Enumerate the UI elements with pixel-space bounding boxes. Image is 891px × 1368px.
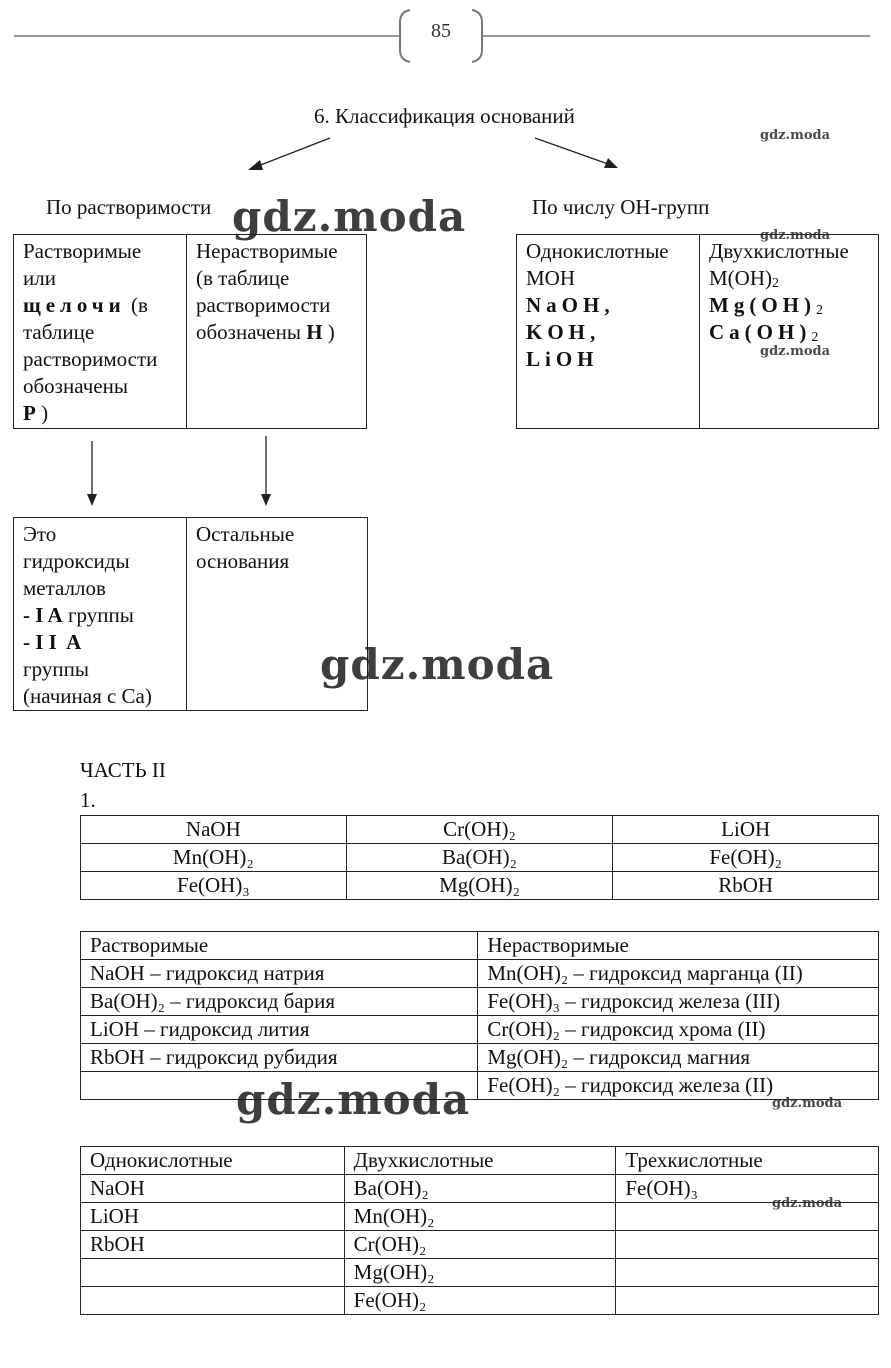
table2-cell: Ba(OH)₂ – гидроксид бария (81, 988, 478, 1016)
part-title: ЧАСТЬ II (80, 758, 166, 782)
soluble-close: ) (41, 401, 49, 425)
table1-row (81, 816, 879, 844)
these-cell (14, 518, 186, 710)
table2-cell: RbOH – гидроксид рубидия (81, 1044, 478, 1072)
table3-row (81, 1231, 879, 1259)
insoluble-line4: обозначены (196, 320, 301, 344)
these-line2: гидроксиды (23, 549, 130, 573)
table3-cell: Fe(OH)₃ (616, 1175, 879, 1203)
bases-table (80, 815, 879, 900)
di-formula-1-line (709, 292, 869, 319)
table1-cell: RbOH (613, 872, 879, 900)
table1-cell: NaOH (81, 816, 347, 844)
table2-header-row (81, 932, 879, 960)
soluble-line2: или (23, 266, 56, 290)
watermark-small-5: gdz.moda (772, 1196, 843, 1211)
di-general-formula: М(ОН) (709, 266, 772, 290)
di-formula-1: Mg(OH) (709, 293, 816, 317)
mono-formula-3: LiOH (526, 347, 599, 371)
table1-cell: Mg(OH)₂ (346, 872, 613, 900)
oh-groups-box (516, 234, 879, 429)
di-formula-2: Ca(OH) (709, 320, 812, 344)
table3-cell: RbOH (81, 1231, 345, 1259)
table2-header: Растворимые (81, 932, 478, 960)
table3-cell (616, 1231, 879, 1259)
metals-box (13, 517, 368, 711)
table3-cell: NaOH (81, 1175, 345, 1203)
insoluble-cell (186, 235, 366, 428)
insoluble-line2: (в таблице (196, 266, 290, 290)
mono-formula-2: KOH, (526, 320, 601, 344)
table1-cell: LiOH (613, 816, 879, 844)
watermark-small-1: gdz.moda (760, 128, 831, 143)
alkali-word: щелочи (23, 293, 126, 317)
di-formula-2-line (709, 319, 869, 346)
group-1a-mark: - I A (23, 603, 63, 627)
right-heading: По числу ОН-групп (532, 195, 710, 219)
di-sub-1: 2 (815, 303, 823, 318)
watermark-2: gdz.moda (320, 640, 555, 689)
soluble-cell (14, 235, 186, 428)
table3-row (81, 1203, 879, 1231)
di-sub-2: 2 (811, 330, 819, 345)
insoluble-close: ) (327, 320, 335, 344)
watermark-1: gdz.moda (232, 192, 467, 241)
mono-formula-1: NaOH, (526, 293, 615, 317)
table2-cell: LiOH – гидроксид лития (81, 1016, 478, 1044)
table1-cell: Fe(OH)₃ (81, 872, 347, 900)
item-number: 1. (80, 788, 96, 812)
group-1a-line (23, 602, 177, 629)
soluble-line1: Растворимые (23, 239, 142, 263)
page-number: 85 (431, 20, 451, 42)
table2-row (81, 988, 879, 1016)
these-line1: Это (23, 522, 57, 546)
watermark-3: gdz.moda (236, 1075, 471, 1124)
table3-header: Двухкислотные (344, 1147, 616, 1175)
other-line2: основания (196, 549, 290, 573)
left-heading: По растворимости (46, 195, 212, 219)
table2-cell: NaOH – гидроксид натрия (81, 960, 478, 988)
table1-cell: Ba(OH)₂ (346, 844, 613, 872)
table1-row (81, 844, 879, 872)
table1-cell: Cr(OH)₂ (346, 816, 613, 844)
table3-row (81, 1175, 879, 1203)
table1-cell: Mn(OH)₂ (81, 844, 347, 872)
table2-cell: Mn(OH)₂ – гидроксид марганца (II) (478, 960, 879, 988)
mono-cell (517, 235, 699, 428)
these-line7: (начиная с Са) (23, 684, 152, 708)
insoluble-line1: Нерастворимые (196, 239, 338, 263)
group-2a-mark: - I I A (23, 630, 82, 654)
table3-cell: Mn(OH)₂ (344, 1203, 616, 1231)
table2-row (81, 1044, 879, 1072)
soluble-mark: Р (23, 401, 36, 425)
table2-cell: Mg(OH)₂ – гидроксид магния (478, 1044, 879, 1072)
table3-row (81, 1287, 879, 1315)
mono-line2: МОН (526, 266, 576, 290)
table3-cell (81, 1259, 345, 1287)
table3-header: Однокислотные (81, 1147, 345, 1175)
table1-row (81, 872, 879, 900)
table3-cell (616, 1259, 879, 1287)
acidity-table (80, 1146, 879, 1315)
group-2a-line (23, 629, 177, 656)
group-2a-text: группы (23, 657, 89, 681)
table3-cell: LiOH (81, 1203, 345, 1231)
table3-row (81, 1259, 879, 1287)
watermark-small-2: gdz.moda (760, 228, 831, 243)
table2-cell: Fe(OH)₃ – гидроксид железа (III) (478, 988, 879, 1016)
table1-cell: Fe(OH)₂ (613, 844, 879, 872)
mono-line1: Однокислотные (526, 239, 669, 263)
table2-row (81, 1072, 879, 1100)
table3-cell: Ba(OH)₂ (344, 1175, 616, 1203)
di-line2 (709, 265, 869, 292)
di-cell (699, 235, 878, 428)
watermark-small-4: gdz.moda (772, 1096, 843, 1111)
table2-row (81, 1016, 879, 1044)
table2-cell: Fe(OH)₂ – гидроксид железа (II) (478, 1072, 879, 1100)
soluble-paren: (в (130, 293, 148, 317)
solubility-box (13, 234, 367, 429)
di-sub-0: 2 (772, 276, 779, 291)
diagram-title: 6. Классификация оснований (314, 104, 575, 128)
insoluble-mark-line (196, 319, 357, 346)
table3-cell (81, 1287, 345, 1315)
watermark-small-3: gdz.moda (760, 344, 831, 359)
di-line1: Двухкислотные (709, 239, 849, 263)
table3-cell (616, 1287, 879, 1315)
insoluble-line3: растворимости (196, 293, 331, 317)
soluble-alkali-line (23, 292, 177, 319)
table3-cell: Fe(OH)₂ (344, 1287, 616, 1315)
solubility-table (80, 931, 879, 1100)
table2-cell: Cr(OH)₂ – гидроксид хрома (II) (478, 1016, 879, 1044)
soluble-line4: таблице (23, 320, 95, 344)
table3-cell: Cr(OH)₂ (344, 1231, 616, 1259)
group-1a-text: группы (67, 603, 134, 627)
insoluble-mark: Н (306, 320, 323, 344)
table2-row (81, 960, 879, 988)
table3-cell: Mg(OH)₂ (344, 1259, 616, 1287)
other-line1: Остальные (196, 522, 295, 546)
soluble-line6: обозначены (23, 374, 128, 398)
table3-header-row (81, 1147, 879, 1175)
these-line3: металлов (23, 576, 106, 600)
table2-header: Нерастворимые (478, 932, 879, 960)
table3-header: Трехкислотные (616, 1147, 879, 1175)
soluble-line5: растворимости (23, 347, 158, 371)
soluble-mark-line (23, 400, 177, 427)
